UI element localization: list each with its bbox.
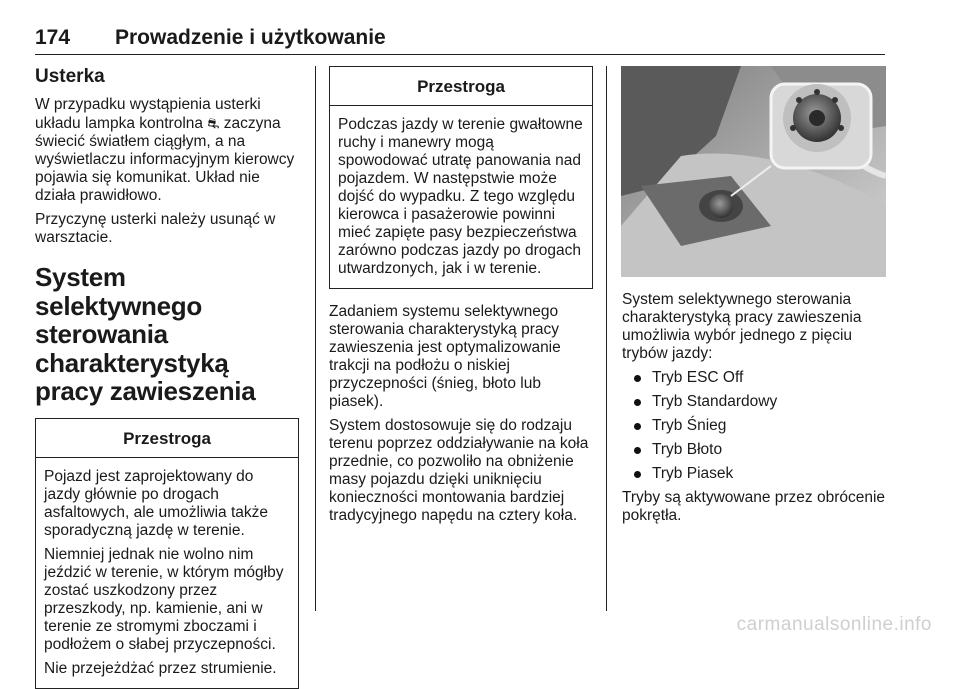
caution-body xyxy=(330,106,592,288)
column-divider xyxy=(606,66,607,611)
right-column xyxy=(622,291,886,531)
section-title: System selektywnego sterowania charakterystyką pracy zawieszenia xyxy=(35,262,256,406)
caution-box xyxy=(35,418,299,689)
column-divider xyxy=(315,66,316,611)
caution-title: Przestroga xyxy=(36,419,298,458)
caution-box xyxy=(329,66,593,289)
modes-outro: Tryby są aktywowane przez obrócenie pokrętła. xyxy=(622,489,886,524)
modes-intro: System selektywnego sterowania charakterystyką pracy zawieszenia umożliwia wybór jednego z pięciu trybów jazdy: xyxy=(622,291,862,362)
caution-paragraph: Pojazd jest zaprojektowany do jazdy głównie po drogach asfaltowych, ale umożliwia także sporadyczną jazdę w terenie. xyxy=(44,467,268,539)
drive-modes-list xyxy=(622,369,886,483)
body-paragraph: Zadaniem systemu selektywnego sterowania charakterystyką pracy zawieszenia jest optymalizowanie trakcji na podłożu o niskiej przyczepności (śnieg, błoto lub piasek). xyxy=(329,303,561,410)
left-column xyxy=(35,66,299,689)
body-paragraph: System dostosowuje się do rodzaju terenu poprzez oddziaływanie na koła przednie, co pozwoliło na obniżenie masy pojazdu dzięki uniknięciu konieczności montowania bardziej tradycyjnego napędu na cztery koła. xyxy=(329,417,589,524)
watermark: carmanualsonline.info xyxy=(736,614,932,635)
fault-paragraph: W przypadku wystąpienia usterki układu lampka kontrolna ⛐ zaczyna świecić światłem ciągłym, a na wyświetlaczu informacyjnym kierowcy pojawia się komunikat. Układ nie działa prawidłowo. xyxy=(35,96,295,204)
section-heading-fault: Usterka xyxy=(35,66,105,87)
caution-body xyxy=(36,458,298,688)
caution-paragraph: Podczas jazdy w terenie gwałtowne ruchy i manewry mogą spowodować utratę panowania nad pojazdem. W następstwie może dojść do wypadku. Z tego względu kierowca i pasażerowie powinni mieć zapięte pasy bezpieczeństwa zarówno podczas jazdy po drogach utwardzonych, jak i w terenie. xyxy=(338,116,583,277)
list-item: Tryb Piasek xyxy=(622,465,886,483)
list-item: Tryb Błoto xyxy=(622,441,886,459)
suspension-warning-icon: ⛐ xyxy=(207,115,220,131)
caution-title: Przestroga xyxy=(330,67,592,106)
page-number: 174 xyxy=(35,26,71,49)
console-illustration xyxy=(621,66,886,277)
list-item: Tryb Śnieg xyxy=(622,417,886,435)
caution-paragraph: Niemniej jednak nie wolno nim jeździć w terenie, w którym mógłby zostać uszkodzony przez przeszkody, np. kamienie, ani w terenie ze stromymi zboczami i podłożem o słabej przyczepności. xyxy=(44,545,284,653)
caution-paragraph: Nie przejeżdżać przez strumienie. xyxy=(44,659,277,677)
list-item: Tryb ESC Off xyxy=(622,369,886,387)
page-header xyxy=(35,26,885,55)
page-title: Prowadzenie i użytkowanie xyxy=(115,26,386,49)
list-item: Tryb Standardowy xyxy=(622,393,886,411)
middle-column xyxy=(329,66,593,531)
fault-paragraph-2: Przyczynę usterki należy usunąć w warsztacie. xyxy=(35,211,276,246)
drive-mode-dial-photo xyxy=(621,66,886,277)
